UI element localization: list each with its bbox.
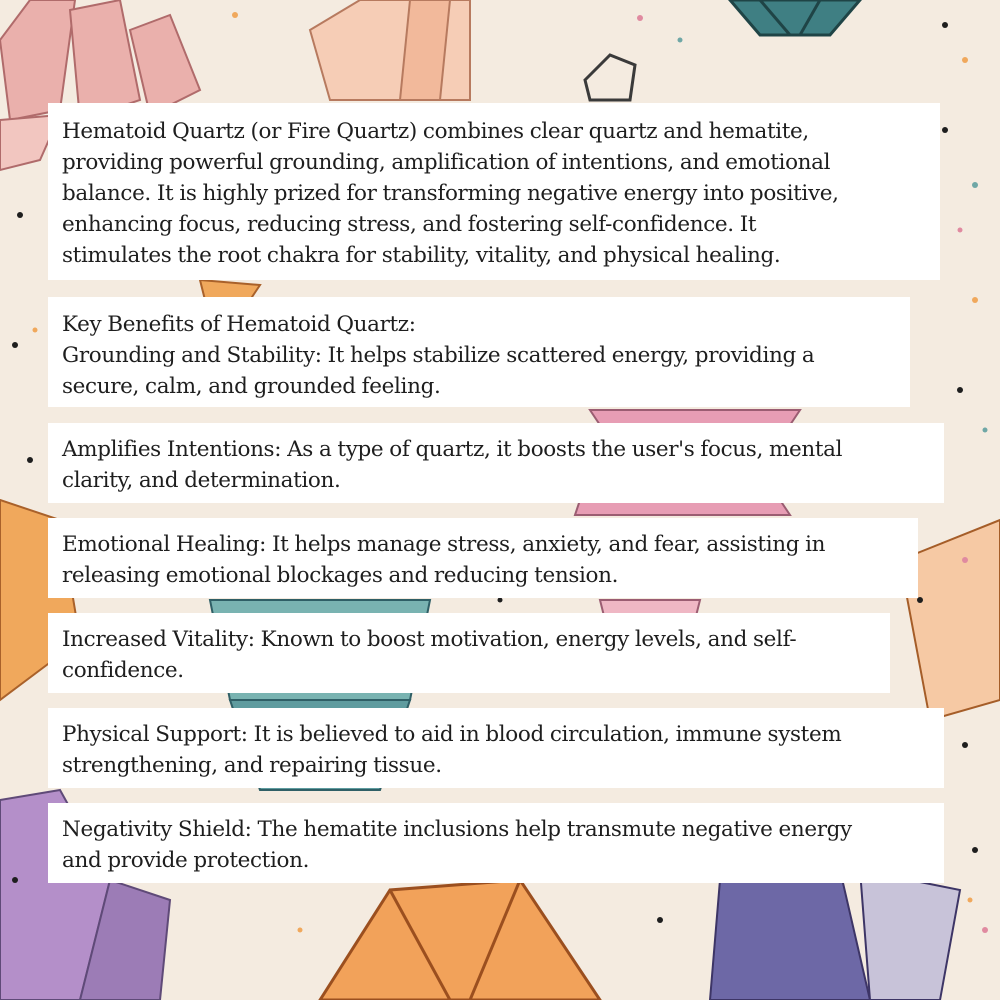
shield-line: and provide protection. — [62, 848, 310, 873]
vitality-line: Increased Vitality: Known to boost motivation, energy levels, and self- — [62, 627, 797, 652]
intro-line: enhancing focus, reducing stress, and fostering self-confidence. It — [62, 212, 757, 237]
intro-line: providing powerful grounding, amplification of intentions, and emotional — [62, 150, 831, 175]
grounding-line: Grounding and Stability: It helps stabilize scattered energy, providing a — [62, 343, 815, 368]
physical-line: Physical Support: It is believed to aid in blood circulation, immune system — [62, 722, 842, 747]
intro-line: stimulates the root chakra for stability, vitality, and physical healing. — [62, 243, 781, 268]
amplifies-line: Amplifies Intentions: As a type of quartz, it boosts the user's focus, mental — [62, 437, 843, 462]
key-benefits-heading: Key Benefits of Hematoid Quartz: — [62, 312, 416, 337]
peach-crystal-top-center — [310, 0, 470, 100]
intro-line: balance. It is highly prized for transforming negative energy into positive, — [62, 181, 839, 206]
emotional-line: releasing emotional blockages and reducing tension. — [62, 563, 619, 588]
emotional-healing-panel — [48, 518, 918, 598]
vitality-panel — [48, 613, 890, 693]
physical-line: strengthening, and repairing tissue. — [62, 753, 442, 778]
negativity-shield-panel — [48, 803, 944, 883]
key-benefits-panel — [48, 297, 910, 407]
amplifies-panel — [48, 423, 944, 503]
orange-crystal-bottom-center — [320, 880, 600, 1000]
vitality-line: confidence. — [62, 658, 184, 683]
emotional-line: Emotional Healing: It helps manage stress, anxiety, and fear, assisting in — [62, 532, 826, 557]
purple-crystal-bottom-right — [710, 870, 960, 1000]
shield-line: Negativity Shield: The hematite inclusions help transmute negative energy — [62, 817, 852, 842]
intro-line: Hematoid Quartz (or Fire Quartz) combines clear quartz and hematite, — [62, 119, 809, 144]
outline-crystal-top — [585, 55, 635, 100]
physical-support-panel — [48, 708, 944, 788]
grounding-line: secure, calm, and grounded feeling. — [62, 374, 441, 399]
teal-gem-top-right — [730, 0, 860, 35]
amplifies-line: clarity, and determination. — [62, 468, 341, 493]
intro-panel — [48, 103, 940, 280]
